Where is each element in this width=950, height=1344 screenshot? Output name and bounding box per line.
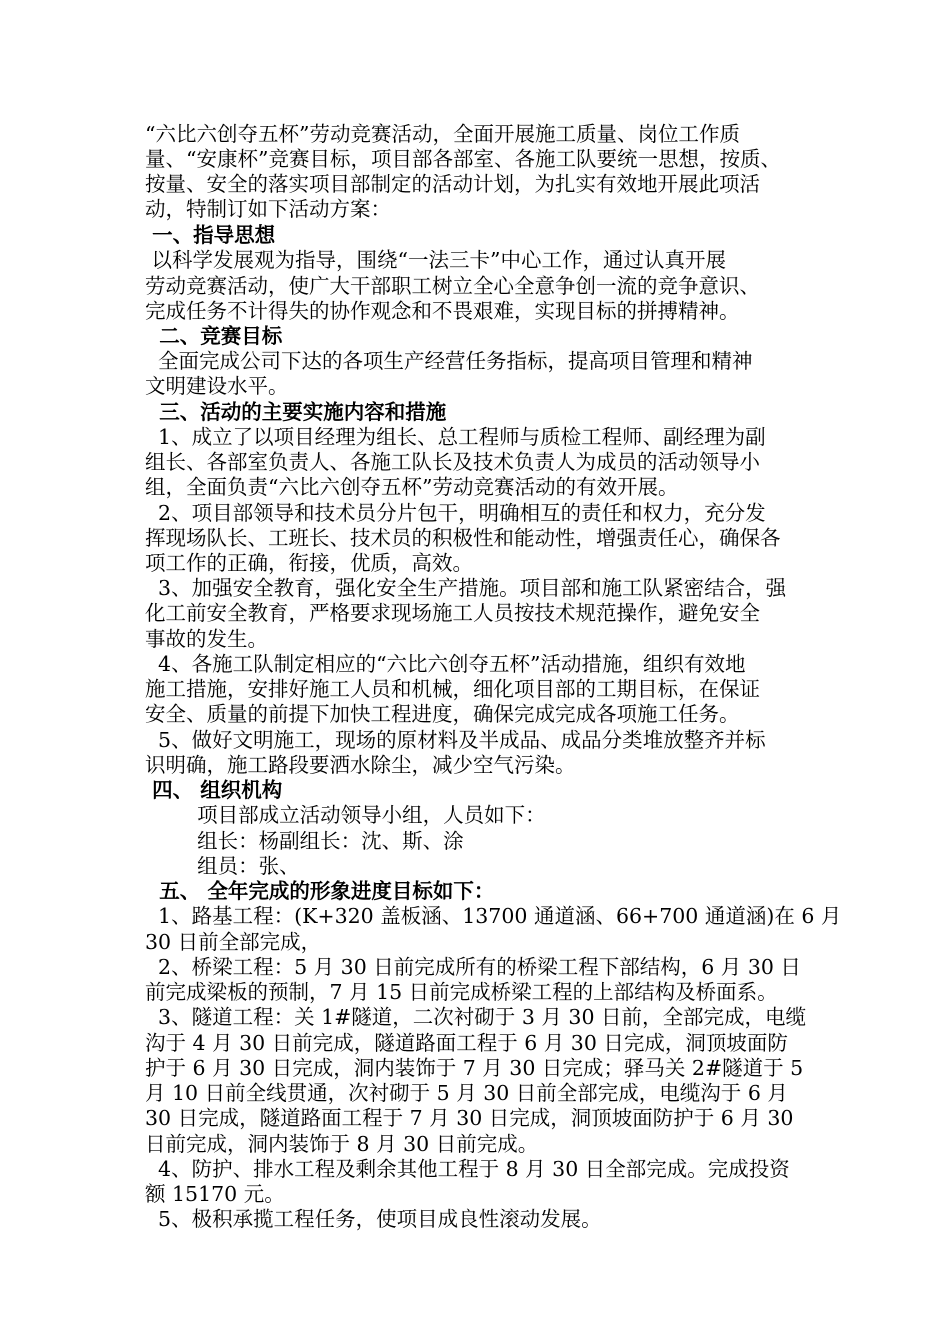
text-line: 日前完成，洞内装饰于 8 月 30 日前完成。 [145,1132,539,1156]
text-line: 识明确，施工路段要洒水除尘，减少空气污染。 [145,753,576,777]
text-line: 事故的发生。 [145,627,268,651]
text-line: 3、加强安全教育，强化安全生产措施。项目部和施工队紧密结合，强 [145,576,787,600]
text-line: 5、做好文明施工，现场的原材料及半成品、成品分类堆放整齐并标 [145,728,766,752]
text-line: 2、桥梁工程：5 月 30 日前完成所有的桥梁工程下部结构，6 月 30 日 [145,955,801,979]
text-line: 4、各施工队制定相应的“六比六创夺五杯”活动措施，组织有效地 [145,652,746,676]
text-line: 项目部成立活动领导小组，人员如下： [145,803,546,827]
text-line: 组员：张、 [145,854,300,878]
text-line: 2、项目部领导和技术员分片包干，明确相互的责任和权力，充分发 [145,501,766,525]
text-line: 3、隧道工程：关 1#隧道，二次衬砌于 3 月 30 日前，全部完成，电缆 [145,1005,807,1029]
section-heading: 二、竞赛目标 [145,324,283,348]
text-line: 量、“安康杯”竞赛目标，项目部各部室、各施工队要统一思想，按质、 [145,147,781,171]
text-line: 30 日前全部完成， [145,930,322,954]
text-line: 完成任务不计得失的协作观念和不畏艰难，实现目标的拼搏精神。 [145,299,740,323]
text-line: 组长：杨副组长：沈、斯、涂 [145,829,464,853]
text-line: 组长、各部室负责人、各施工队长及技术负责人为成员的活动领导小 [145,450,760,474]
text-line: 月 10 日前全线贯通，次衬砌于 5 月 30 日前全部完成，电缆沟于 6 月 [145,1081,788,1105]
text-line: 1、成立了以项目经理为组长、总工程师与质检工程师、副经理为副 [145,425,766,449]
section-heading: 一、指导思想 [145,223,276,247]
text-line: 项工作的正确，衔接，优质，高效。 [145,551,473,575]
text-line: 30 日完成，隧道路面工程于 7 月 30 日完成，洞顶坡面防护于 6 月 30 [145,1106,794,1130]
text-line: 动，特制订如下活动方案： [145,197,391,221]
text-line: 沟于 4 月 30 日前完成，隧道路面工程于 6 月 30 日完成，洞顶坡面防 [145,1031,788,1055]
text-line: 1、路基工程：(K+320 盖板涵、13700 通道涵、66+700 通道涵)在 6 月 [145,904,842,928]
text-line: 前完成梁板的预制，7 月 15 日前完成桥梁工程的上部结构及桥面系。 [145,980,778,1004]
text-line: 5、极积承揽工程任务，使项目成良性滚动发展。 [145,1207,602,1231]
section-heading: 三、活动的主要实施内容和措施 [145,400,447,424]
text-line: 施工措施，安排好施工人员和机械，细化项目部的工期目标，在保证 [145,677,760,701]
text-line: 以科学发展观为指导，围绕“一法三卡”中心工作，通过认真开展 [145,248,726,272]
text-line: 全面完成公司下达的各项生产经营任务指标，提高项目管理和精神 [145,349,753,373]
text-line: 挥现场队长、工班长、技术员的积极性和能动性，增强责任心，确保各 [145,526,781,550]
text-line: “六比六创夺五杯”劳动竞赛活动，全面开展施工质量、岗位工作质 [145,122,740,146]
text-line: 化工前安全教育，严格要求现场施工人员按技术规范操作，避免安全 [145,601,760,625]
section-heading: 四、 组织机构 [145,778,283,802]
text-line: 4、防护、排水工程及剩余其他工程于 8 月 30 日全部完成。完成投资 [145,1157,790,1181]
text-line: 劳动竞赛活动，使广大干部职工树立全心全意争创一流的竞争意识、 [145,274,760,298]
text-line: 按量、安全的落实项目部制定的活动计划，为扎实有效地开展此项活 [145,172,760,196]
text-line: 额 15170 元。 [145,1182,285,1206]
text-line: 安全、质量的前提下加快工程进度，确保完成完成各项施工任务。 [145,702,740,726]
text-line: 文明建设水平。 [145,374,289,398]
text-line: 组，全面负责“六比六创夺五杯”劳动竞赛活动的有效开展。 [145,475,679,499]
text-line: 护于 6 月 30 日完成，洞内装饰于 7 月 30 日完成；驿马关 2#隧道于 5 [145,1056,804,1080]
section-heading: 五、 全年完成的形象进度目标如下： [145,879,495,903]
